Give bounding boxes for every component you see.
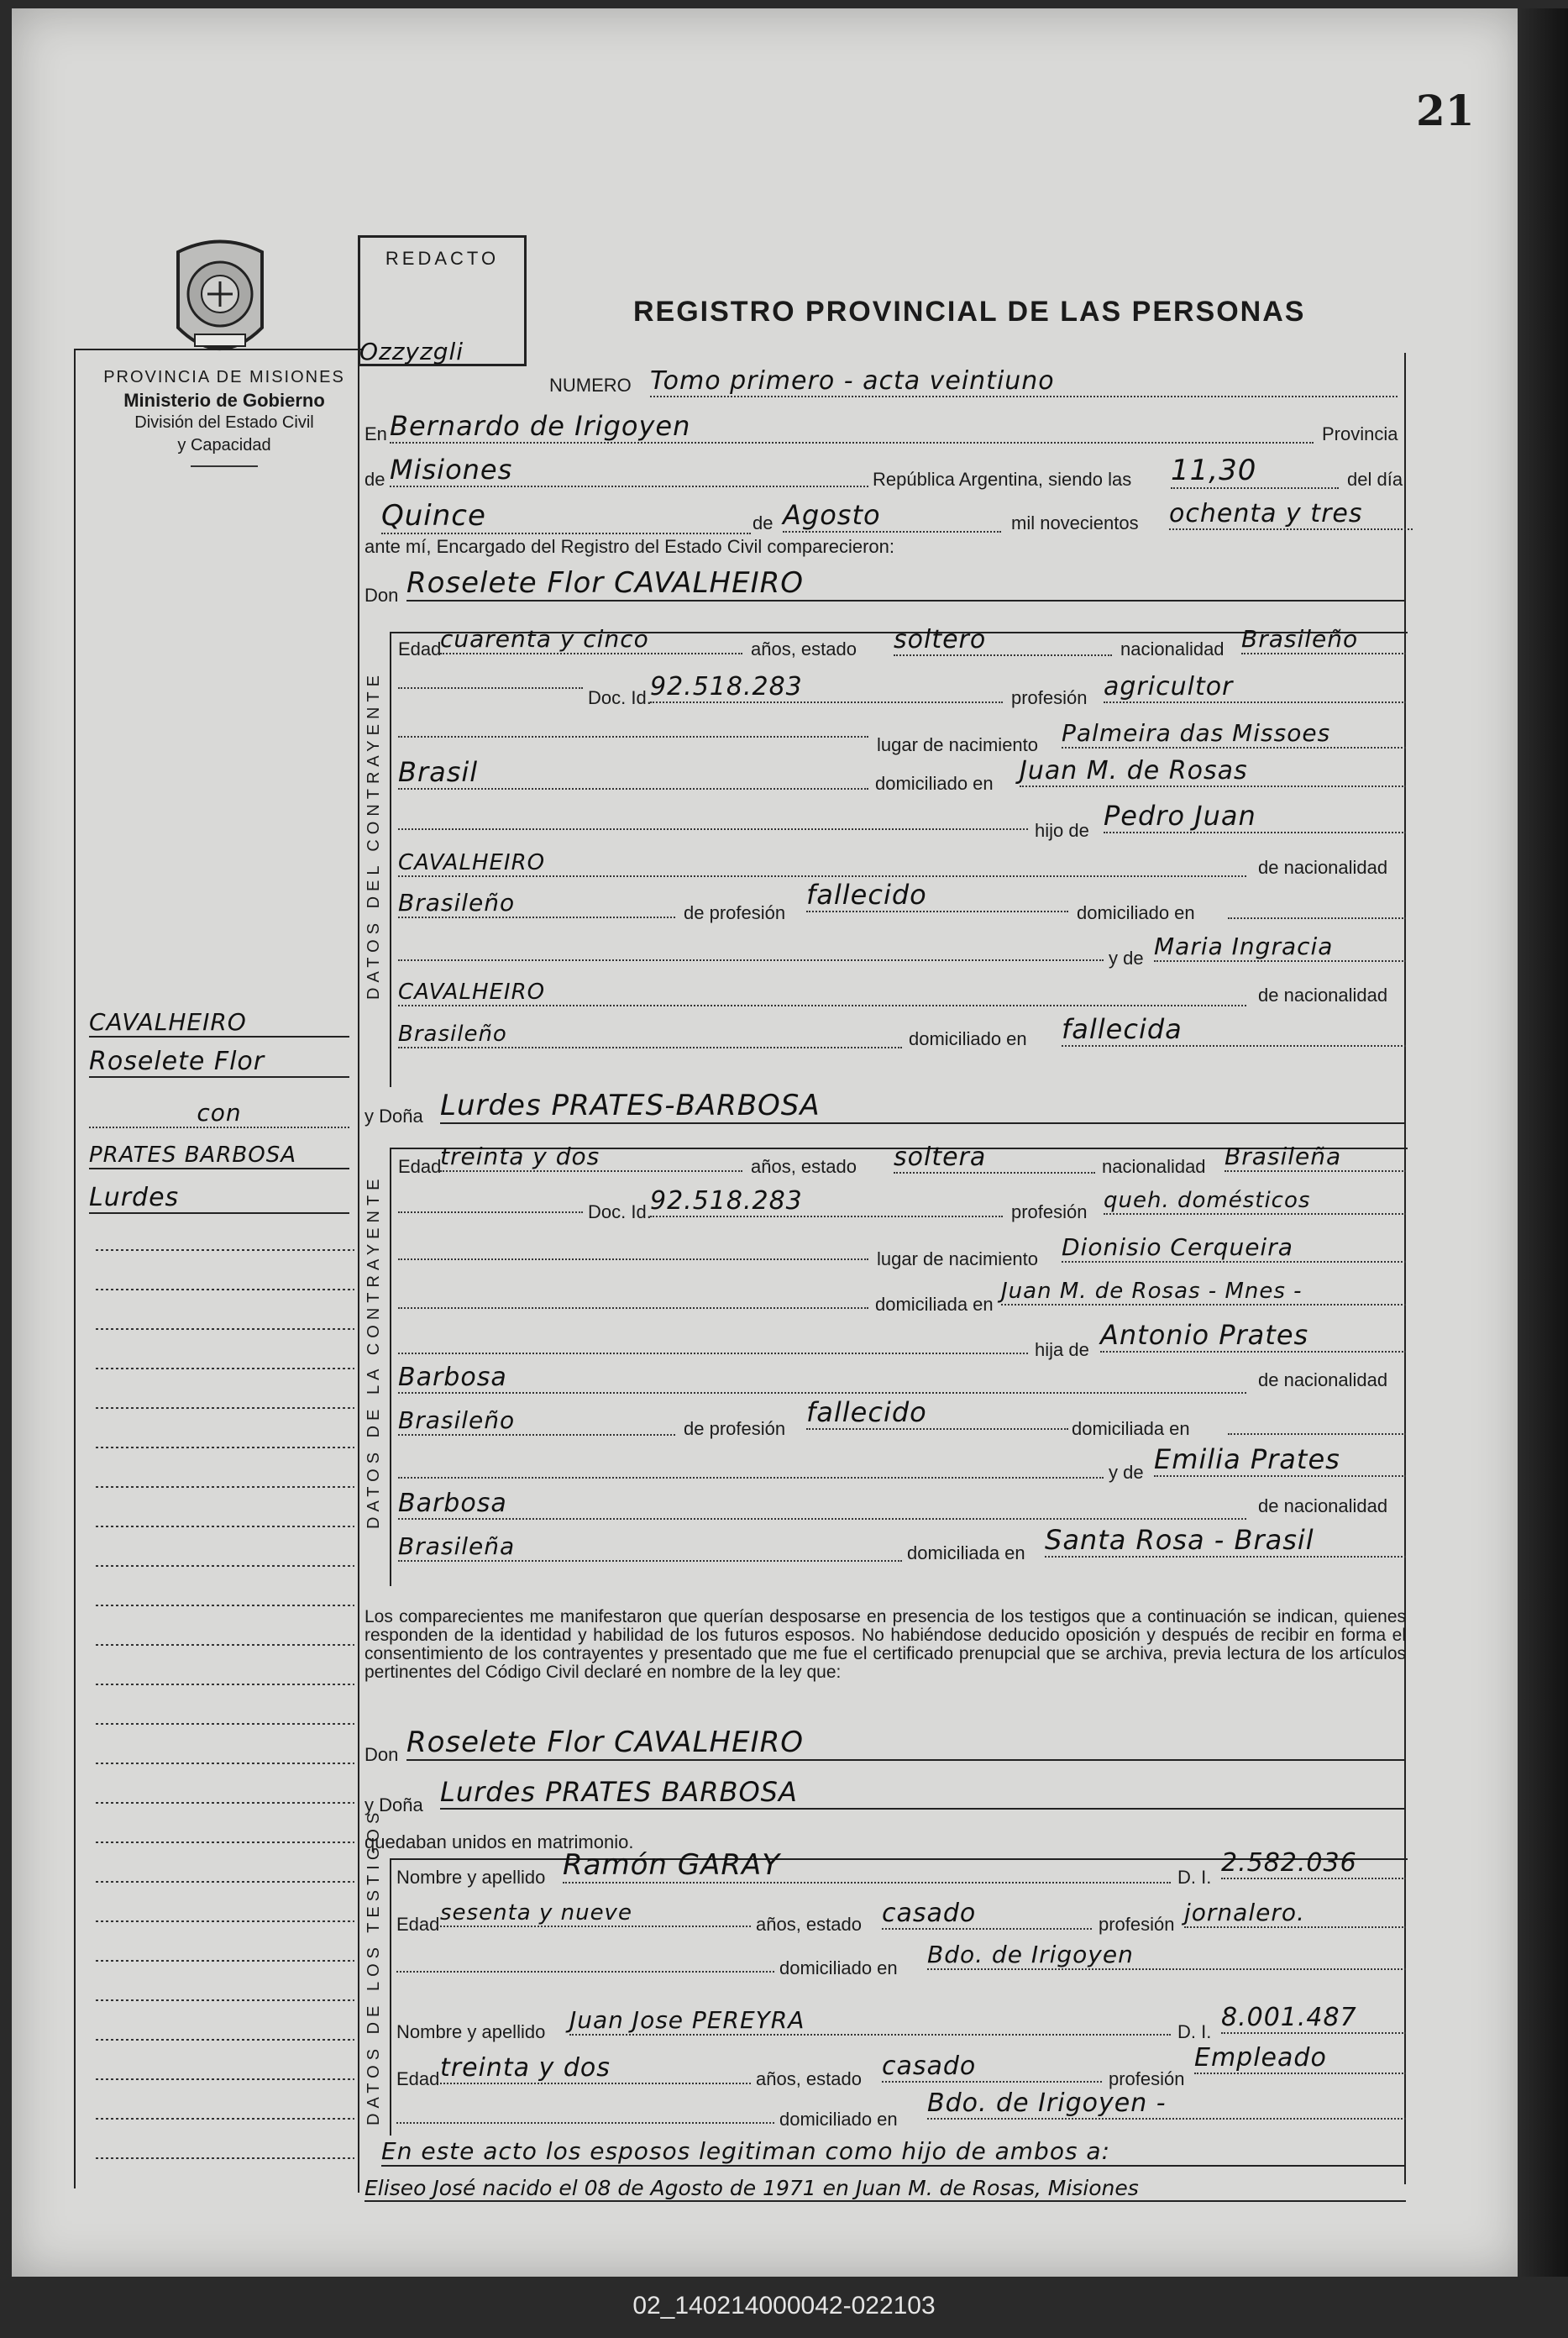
f-padre-value: Antonio Prates [1100, 1319, 1406, 1353]
c-edad-value: cuarenta y cinco [440, 625, 742, 654]
f-nacionalidad-value: Brasileña [1225, 1143, 1406, 1172]
dona-label: y Doña [364, 1106, 423, 1127]
c-y-de-label: y de [1109, 948, 1144, 969]
t2-edad-value: treinta y dos [440, 2053, 751, 2084]
t2-estado-value: casado [882, 2052, 1102, 2083]
f-nacionalidad-label: nacionalidad [1102, 1156, 1206, 1177]
f-hija-filler [398, 1353, 1028, 1354]
t1-domicilio-value: Bdo. de Irigoyen [927, 1941, 1406, 1970]
stamp-box-label: REDACTO [385, 248, 500, 269]
en-value: Bernardo de Irigoyen [390, 410, 1314, 444]
t1-dom-filler [396, 1971, 774, 1973]
c-padre-dom-filler [1228, 917, 1406, 919]
f-padre-value-2: Barbosa [398, 1363, 1246, 1394]
org-block [86, 366, 363, 467]
t2-di-label: D. I. [1177, 2021, 1212, 2042]
f-doc-filler [398, 1211, 583, 1213]
t2-profesion-label: profesión [1109, 2068, 1185, 2089]
t1-di-value: 2.582.036 [1221, 1848, 1406, 1879]
t2-di-value: 8.001.487 [1221, 2003, 1406, 2034]
margin-note-line-5: Lurdes [89, 1183, 349, 1214]
left-frame-top [74, 349, 364, 350]
t2-nombre-label: Nombre y apellido [396, 2021, 546, 2042]
c-madre-value-2: CAVALHEIRO [398, 980, 1246, 1006]
t2-profesion-value: Empleado [1194, 2043, 1406, 2074]
book-binding [1518, 8, 1568, 2277]
t2-dom-filler [396, 2122, 774, 2124]
f-lugar-filler [398, 1258, 868, 1260]
de-value: Misiones [390, 454, 868, 487]
decl-don-value: Roselete Flor CAVALHEIRO [406, 1726, 1406, 1761]
f-madre-nac-value: Brasileña [398, 1532, 902, 1562]
testigos-side-label: DATOS DE LOS TESTIGOS [364, 1807, 383, 2125]
c-doc-label: Doc. Id. [588, 687, 652, 708]
c-edad-label: Edad [398, 638, 442, 659]
org-ministry: Ministerio de Gobierno [123, 390, 325, 411]
margin-note-line-1: CAVALHEIRO [89, 1008, 349, 1038]
f-doc-label: Doc. Id. [588, 1201, 652, 1222]
anio-value: ochenta y tres [1169, 499, 1413, 530]
c-de-nacionalidad-label: de nacionalidad [1258, 857, 1388, 878]
f-hija-label: hija de [1035, 1339, 1089, 1360]
quedaban-text: quedaban unidos en matrimonio. [364, 1831, 634, 1852]
f-madre-dom-value: Santa Rosa - Brasil [1045, 1524, 1406, 1558]
f-domiciliada-label: domiciliada en [875, 1294, 994, 1315]
f-edad-label: Edad [398, 1156, 442, 1177]
ante-text: ante mí, Encargado del Registro del Estado Civil comparecieron: [364, 536, 894, 557]
t2-anios-estado-label: años, estado [756, 2068, 862, 2089]
page-number: 21 [1416, 86, 1475, 135]
c-lugar-label: lugar de nacimiento [877, 734, 1039, 755]
margin-note-line-3: con [89, 1099, 349, 1128]
t1-nombre-label: Nombre y apellido [396, 1867, 546, 1888]
org-division-1: División del Estado Civil [134, 413, 314, 432]
c-profesion-label: profesión [1011, 687, 1088, 708]
en-label: En [364, 423, 387, 444]
de-mes-label: de [753, 512, 774, 533]
c-anios-estado-label: años, estado [751, 638, 857, 659]
margin-note-line-2: Roselete Flor [89, 1047, 349, 1078]
c-madre-filler [398, 959, 1104, 961]
f-madre-dom-label: domiciliada en [907, 1542, 1025, 1563]
declaration-text: Los comparecientes me manifestaron que querían desposarse en presencia de los testigos que a continuación se indican, quienes responden de la identidad y habilidad de los futuros esposos. No habiéndose deducido oposición y después de recibir en forma el consentimiento de los contrayentes y presentado que me fue el certificado prenupcial que se archiva, previa lectura de los artículos pertinentes del Código Civil declaré en nombre de la ley que: [364, 1607, 1406, 1682]
don-label: Don [364, 585, 399, 606]
t1-edad-value: sesenta y nueve [440, 1900, 751, 1927]
t1-estado-value: casado [882, 1899, 1092, 1930]
t2-domicilio-value: Bdo. de Irigoyen - [927, 2088, 1406, 2120]
f-lugar-value: Dionisio Cerqueira [1062, 1233, 1406, 1263]
c-padre-value-2: CAVALHEIRO [398, 850, 1246, 877]
mil-label: mil novecientos [1011, 512, 1139, 533]
f-de-nacionalidad-label: de nacionalidad [1258, 1369, 1388, 1390]
f-padre-prof-value: fallecido [806, 1396, 1068, 1430]
don-value: Roselete Flor CAVALHEIRO [406, 566, 1406, 602]
c-lugar-value: Palmeira das Missoes [1062, 719, 1406, 749]
t1-nombre-value: Ramón GARAY [563, 1848, 1171, 1884]
footer-code: 02_140214000042-022103 [632, 2292, 936, 2320]
c-domiciliado-en-label: domiciliado en [1077, 902, 1195, 923]
c-madre-dom-label: domiciliado en [909, 1028, 1027, 1049]
c-doc-value: 92.518.283 [650, 672, 1003, 703]
numero-value: Tomo primero - acta veintiuno [650, 366, 1398, 397]
f-madre-value: Emilia Prates [1154, 1443, 1406, 1477]
dona-value: Lurdes PRATES-BARBOSA [440, 1089, 1406, 1124]
decl-don-label: Don [364, 1744, 399, 1765]
f-padre-nac-value: Brasileño [398, 1406, 675, 1436]
c-padre-nac-value: Brasileño [398, 889, 675, 918]
f-madre-filler [398, 1477, 1104, 1479]
document-page [12, 8, 1523, 2277]
f-madre-value-2: Barbosa [398, 1489, 1246, 1520]
f-domicilio-value: Juan M. de Rosas - Mnes - [1001, 1279, 1406, 1306]
hora-value: 11,30 [1171, 454, 1339, 489]
t1-anios-estado-label: años, estado [756, 1914, 862, 1935]
f-de-profesion-label: de profesión [684, 1418, 786, 1439]
c-domicilio-value: Juan M. de Rosas [1020, 756, 1406, 787]
del-dia-label: del día [1347, 469, 1403, 490]
c-madre-value: Maria Ingracia [1154, 933, 1406, 962]
margin-ruled-lines [87, 1243, 364, 2235]
f-edad-value: treinta y dos [440, 1143, 742, 1172]
decl-dona-value: Lurdes PRATES BARBOSA [440, 1776, 1406, 1810]
c-doc-filler [398, 687, 583, 689]
t2-nombre-value: Juan Jose PEREYRA [569, 2006, 1171, 2036]
contrayente-side-label: DATOS DEL CONTRAYENTE [364, 670, 383, 1000]
f-lugar-label: lugar de nacimiento [877, 1248, 1039, 1269]
left-frame-side [74, 349, 76, 2188]
t2-edad-label: Edad [396, 2068, 440, 2089]
t1-profesion-label: profesión [1099, 1914, 1175, 1935]
annotation-line-1: En este acto los esposos legitiman como hijo de ambos a: [381, 2137, 1406, 2167]
t1-di-label: D. I. [1177, 1867, 1212, 1888]
decl-dona-label: y Doña [364, 1794, 423, 1815]
org-divider [191, 465, 258, 467]
c-padre-value: Pedro Juan [1104, 800, 1406, 833]
f-dom-filler [398, 1307, 868, 1309]
f-y-de-label: y de [1109, 1462, 1144, 1483]
c-madre-nac-value: Brasileño [398, 1022, 902, 1048]
f-anios-estado-label: años, estado [751, 1156, 857, 1177]
c-nacionalidad-label: nacionalidad [1120, 638, 1225, 659]
c-hijo-label: hijo de [1035, 820, 1089, 841]
c-nacionalidad-value: Brasileño [1241, 625, 1406, 654]
margin-note-line-4: PRATES BARBOSA [89, 1143, 349, 1169]
f-padre-dom-filler [1228, 1433, 1406, 1435]
c-domiciliado-label: domiciliado en [875, 773, 994, 794]
de-label: de [364, 469, 385, 490]
f-profesion-label: profesión [1011, 1201, 1088, 1222]
annotation-line-2: Eliseo José nacido el 08 de Agosto de 1971 en Juan M. de Rosas, Misiones [364, 2176, 1406, 2202]
org-province: PROVINCIA DE MISIONES [103, 368, 345, 386]
c-de-profesion-label: de profesión [684, 902, 786, 923]
f-domiciliada-en-label: domiciliada en [1072, 1418, 1190, 1439]
c-estado-value: soltero [894, 625, 1112, 656]
c-profesion-value: agricultor [1104, 672, 1406, 703]
t1-profesion-value: jornalero. [1184, 1899, 1406, 1928]
c-madre-nac-label: de nacionalidad [1258, 985, 1388, 1006]
c-lugar-filler [398, 736, 868, 738]
org-division-2: y Capacidad [177, 436, 271, 454]
c-padre-prof-value: fallecido [806, 879, 1068, 912]
t1-edad-label: Edad [396, 1914, 440, 1935]
stamp-signature: Ozzyzgli [359, 338, 464, 365]
t1-domiciliado-label: domiciliado en [779, 1957, 898, 1978]
republica-label: República Argentina, siendo las [873, 469, 1132, 490]
mes-value: Agosto [783, 499, 1001, 533]
t2-domiciliado-label: domiciliado en [779, 2109, 898, 2130]
contrayenta-side-label: DATOS DE LA CONTRAYENTE [364, 1174, 383, 1529]
dia-value: Quince [381, 499, 751, 534]
f-doc-value: 92.518.283 [650, 1186, 1003, 1217]
f-estado-value: soltera [894, 1143, 1095, 1174]
f-profesion-value: queh. domésticos [1104, 1188, 1406, 1215]
numero-label: NUMERO [549, 375, 632, 396]
document-title: REGISTRO PROVINCIAL DE LAS PERSONAS [633, 296, 1306, 328]
c-madre-dom-value: fallecida [1062, 1013, 1406, 1047]
c-lugar-value-2: Brasil [398, 756, 868, 790]
f-madre-nac-label: de nacionalidad [1258, 1495, 1388, 1516]
provincia-label: Provincia [1322, 423, 1398, 444]
c-hijo-filler [398, 828, 1028, 830]
